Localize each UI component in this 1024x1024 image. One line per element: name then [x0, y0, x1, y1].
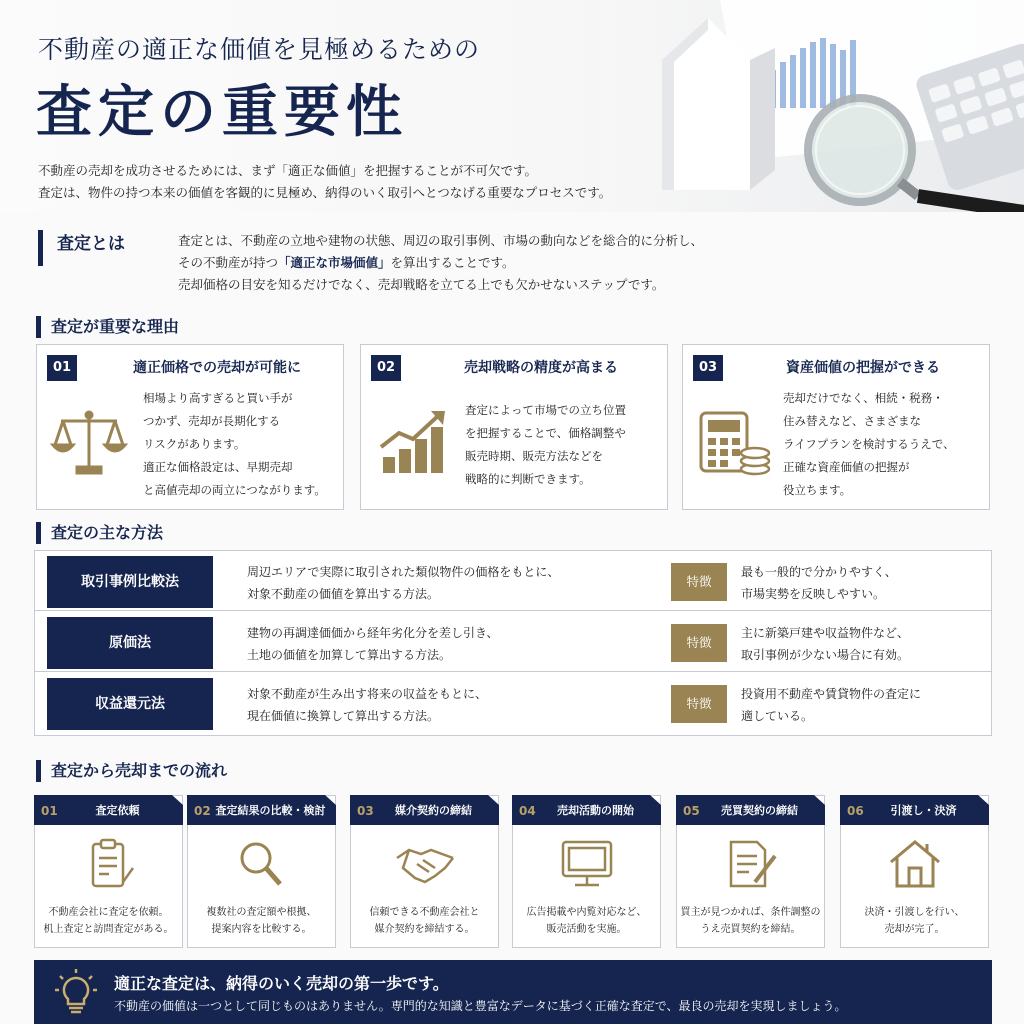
step-line: うえ売買契約を締結。	[700, 924, 801, 935]
reason-line: 販売時期、販売方法などを	[465, 449, 603, 463]
reason-line: つかず、売却が長期化する	[143, 414, 281, 428]
method-feature-line: 投資用不動産や賃貸物件の査定に	[741, 687, 922, 701]
step-line: 提案内容を比較する。	[211, 924, 312, 935]
what-is-line	[178, 252, 703, 274]
method-row	[35, 551, 991, 611]
step-line: 広告掲載や内覧対応など、	[526, 907, 647, 918]
step-number: 04	[519, 804, 536, 818]
step-text	[841, 904, 988, 938]
step-line: 複数社の査定額や根拠、	[206, 907, 317, 918]
handshake-icon	[395, 838, 455, 890]
flow-step-01	[34, 795, 183, 948]
growth-chart-icon	[373, 407, 453, 479]
reason-line: を把握することで、価格調整や	[465, 426, 626, 440]
magnifier-icon	[232, 838, 292, 890]
step-text	[513, 904, 660, 938]
flow-step-04	[512, 795, 661, 948]
hero-image	[600, 0, 1024, 212]
reason-line: と高値売却の両立につながります。	[143, 483, 326, 497]
reason-title: 資産価値の把握ができる	[786, 360, 940, 376]
reason-line: 査定によって市場での立ち位置	[465, 403, 626, 417]
step-line: 買主が見つかれば、条件調整の	[680, 907, 821, 918]
step-line: 決済・引渡しを行い、	[864, 907, 965, 918]
footer-heading: 適正な査定は、納得のいく売却の第一歩です。	[114, 974, 449, 993]
method-feature	[741, 561, 897, 605]
intro-line: 不動産の売却を成功させるためには、まず「適正な価値」を把握することが不可欠です。	[38, 163, 538, 178]
reason-number: 02	[371, 355, 401, 381]
hero-section	[0, 0, 1024, 212]
method-row	[35, 673, 991, 733]
step-number: 06	[847, 804, 864, 818]
step-number: 03	[357, 804, 374, 818]
reason-text	[143, 387, 326, 502]
reason-text	[783, 387, 955, 502]
clipboard-icon	[79, 838, 139, 890]
method-feature	[741, 683, 921, 727]
step-number: 02	[194, 804, 211, 818]
reason-number: 01	[47, 355, 77, 381]
flow-step-05	[676, 795, 825, 948]
flow-heading: 査定から売却までの流れ	[36, 760, 227, 782]
method-desc-line: 周辺エリアで実際に取引された類似物件の価格をもとに、	[247, 565, 560, 579]
reason-card-01	[36, 344, 344, 510]
reason-line: 戦略的に判断できます。	[465, 472, 591, 486]
methods-heading: 査定の主な方法	[36, 522, 163, 544]
method-name: 収益還元法	[47, 678, 213, 730]
reason-card-02	[360, 344, 668, 510]
step-line: 売却が完了。	[884, 924, 945, 935]
what-is-heading: 査定とは	[38, 230, 125, 266]
step-number: 05	[683, 804, 700, 818]
flow-step-02	[187, 795, 336, 948]
method-feature-line: 最も一般的で分かりやすく、	[741, 565, 897, 579]
what-is-text	[178, 230, 703, 296]
intro-line: 査定は、物件の持つ本来の価値を客観的に見極め、納得のいく取引へとつなげる重要なプロセスです。	[38, 185, 612, 200]
step-line: 媒介契約を締結する。	[374, 924, 475, 935]
reason-number: 03	[693, 355, 723, 381]
reason-text	[465, 399, 626, 491]
what-is-text-part: を算出することです。	[390, 255, 515, 270]
step-title: 査定結果の比較・検討	[215, 804, 326, 817]
method-desc-line: 土地の価値を加算して算出する方法。	[247, 648, 452, 662]
method-description	[247, 683, 487, 727]
method-feature-line: 主に新築戸建や収益物件など、	[741, 626, 910, 640]
reason-title: 適正価格での売却が可能に	[133, 360, 301, 376]
reason-line: 役立ちます。	[783, 483, 852, 497]
step-title: 引渡し・決済	[890, 804, 957, 817]
method-feature-line: 取引事例が少ない場合に有効。	[741, 648, 910, 662]
method-desc-line: 建物の再調達価価から経年劣化分を差し引き、	[247, 626, 499, 640]
step-text	[188, 904, 335, 938]
step-line: 販売活動を実施。	[546, 924, 627, 935]
lightbulb-icon	[54, 968, 98, 1016]
footer-text: 不動産の価値は一つとして同じものはありません。専門的な知識と豊富なデータに基づく正確な査定で、最良の売却を実現しましょう。	[114, 999, 847, 1013]
feature-badge: 特徴	[671, 624, 727, 662]
method-name: 取引事例比較法	[47, 556, 213, 608]
reason-line: 適正な価格設定は、早期売却	[143, 460, 293, 474]
reason-title: 売却戦略の精度が高まる	[464, 360, 618, 376]
feature-badge: 特徴	[671, 563, 727, 601]
house-icon	[885, 838, 945, 890]
footer-banner	[34, 960, 992, 1024]
reason-card-03	[682, 344, 990, 510]
market-value-highlight: 「適正な市場価値」	[278, 255, 391, 270]
reason-line: ライフプランを検討するうえで、	[783, 437, 955, 451]
methods-table	[34, 550, 992, 736]
step-line: 机上査定と訪問査定がある。	[43, 924, 174, 935]
method-desc-line: 対象不動産が生み出す将来の収益をもとに、	[247, 687, 488, 701]
method-description	[247, 622, 499, 666]
method-desc-line: 対象不動産の価値を算出する方法。	[247, 587, 440, 601]
method-description	[247, 561, 559, 605]
what-is-line: 査定とは、不動産の立地や建物の状態、周辺の取引事例、市場の動向などを総合的に分析し、	[178, 233, 704, 248]
calculator-coins-icon	[695, 407, 775, 479]
flow-step-06	[840, 795, 989, 948]
page-title: 査定の重要性	[36, 79, 408, 145]
method-desc-line: 現在価値に換算して算出する方法。	[247, 709, 440, 723]
reason-line: リスクがあります。	[143, 437, 246, 451]
step-title: 売却活動の開始	[557, 804, 634, 817]
step-title: 査定依頼	[95, 804, 140, 817]
feature-badge: 特徴	[671, 685, 727, 723]
step-text	[677, 904, 824, 938]
reasons-heading: 査定が重要な理由	[36, 316, 179, 338]
what-is-text-part: その不動産が持つ	[178, 255, 279, 270]
step-line: 不動産会社に査定を依頼。	[48, 907, 169, 918]
reason-line: 相場より高すぎると買い手が	[143, 391, 293, 405]
step-number: 01	[41, 804, 58, 818]
reason-line: 住み替えなど、さまざまな	[783, 414, 921, 428]
method-feature-line: 市場実勢を反映しやすい。	[741, 587, 886, 601]
monitor-icon	[557, 838, 617, 890]
reason-line: 正確な資産価値の把握が	[783, 460, 910, 474]
contract-pen-icon	[721, 838, 781, 890]
intro-text	[38, 160, 611, 204]
method-row	[35, 612, 991, 672]
step-line: 信頼できる不動産会社と	[369, 907, 480, 918]
step-title: 売買契約の締結	[721, 804, 798, 817]
step-text	[351, 904, 498, 938]
method-name: 原価法	[47, 617, 213, 669]
method-feature-line: 適している。	[741, 709, 814, 723]
flow-step-03	[350, 795, 499, 948]
page-subtitle: 不動産の適正な価値を見極めるための	[38, 35, 481, 64]
scale-icon	[49, 407, 129, 479]
reason-line: 売却だけでなく、相続・税務・	[783, 391, 944, 405]
step-title: 媒介契約の締結	[395, 804, 472, 817]
step-text	[35, 904, 182, 938]
what-is-line: 売却価格の目安を知るだけでなく、売却戦略を立てる上でも欠かせないステップです。	[178, 277, 665, 292]
method-feature	[741, 622, 909, 666]
